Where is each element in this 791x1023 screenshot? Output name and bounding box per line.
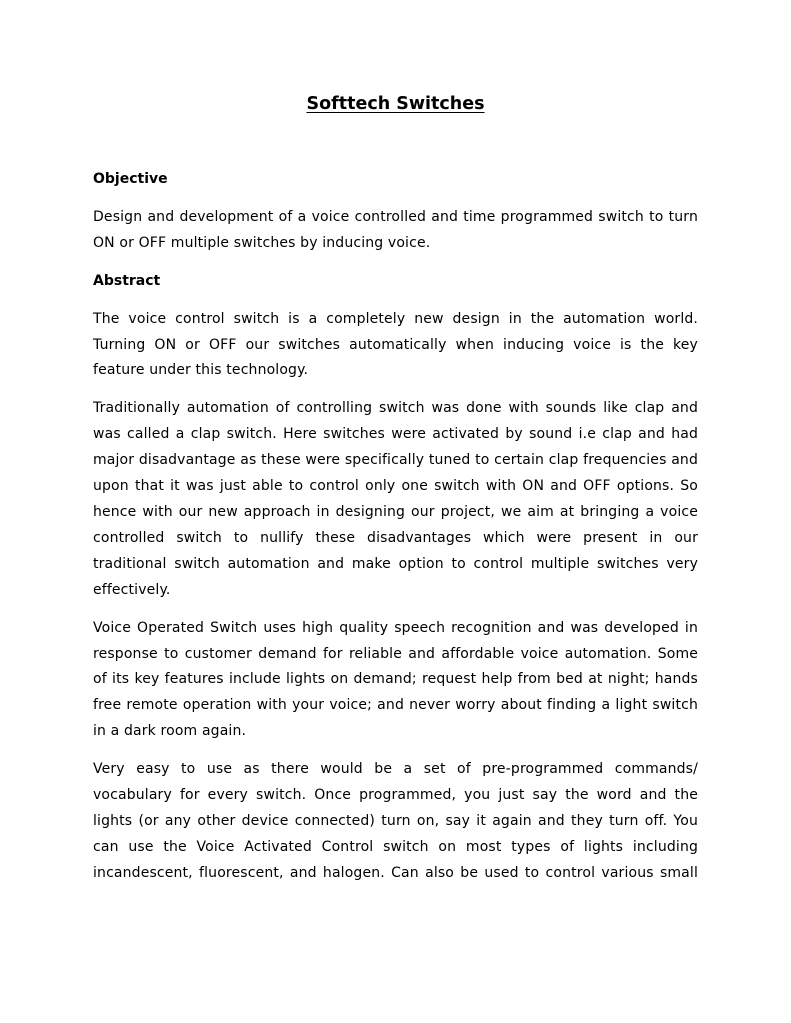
abstract-paragraph-1: The voice control switch is a completely new design in the automation world. Turning ON or OFF our switches automatically when inducing voice is the key feature under this technology.: [93, 310, 698, 379]
document-title: [0, 92, 791, 116]
section-heading-abstract: Abstract: [93, 272, 161, 289]
objective-paragraph: Design and development of a voice controlled and time programmed switch to turn ON or OFF multiple switches by inducing voice.: [93, 208, 698, 251]
abstract-paragraph-2: Traditionally automation of controlling switch was done with sounds like clap and was called a clap switch. Here switches were activated by sound i.e clap and had major disadvantage as these were specifically tuned to certain clap frequencies and upon that it was just able to control only one switch with ON and OFF options. So hence with our new approach in designing our project, we aim at bringing a voice controlled switch to nullify these disadvantages which were present in our traditional switch automation and make option to control multiple switches very effectively.: [93, 400, 698, 598]
document-title-text: Softtech Switches: [306, 94, 485, 114]
document-body: [93, 167, 698, 887]
section-heading-objective: Objective: [93, 171, 168, 187]
abstract-paragraph-3: Voice Operated Switch uses high quality speech recognition and was developed in response to customer demand for reliable and affordable voice automation. Some of its key features include lights on demand; request help from bed at night; hands free remote operation with your voice; and never worry about finding a light switch in a dark room again.: [93, 619, 698, 740]
abstract-paragraph-4: Very easy to use as there would be a set of pre-programmed commands/ vocabulary for every switch. Once programmed, you just say the word and the lights (or any other device connected) turn on, say it again and they turn off. You can use the Voice Activated Control switch on most types of lights including incandescent, fluorescent, and halogen. Can also be used to control various small: [93, 761, 698, 881]
